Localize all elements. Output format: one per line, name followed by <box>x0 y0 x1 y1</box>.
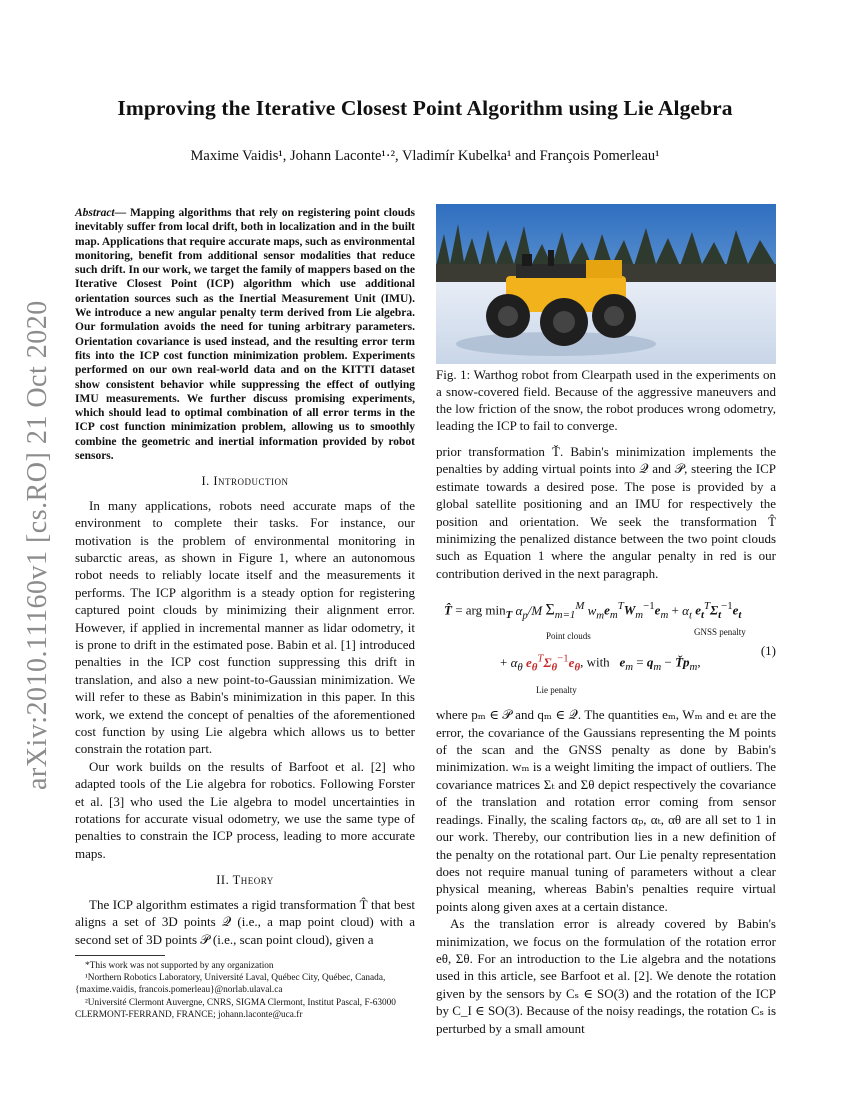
section-heading-theory: II. Theory <box>216 873 274 888</box>
footnotes <box>75 955 415 1021</box>
footnote-affiliation-2: ²Université Clermont Auvergne, CNRS, SIGMA Clermont, Institut Pascal, F-63000 CLERMONT-FERRAND, FRANCE; johann.laconte@uca.fr <box>75 997 396 1020</box>
abstract-text: — Mapping algorithms that rely on registering point clouds inevitably suffer from local drift, both in localization and in the built map. Applications that require accurate maps, such as environmental monitoring, benefit from additional sensor modalities that reduce such drift. In our work, we target the family of mappers based on the Iterative Closest Point (ICP) algorithm which use additional orientation sources such as the Inertial Measurement Unit (IMU). We introduce a new angular penalty term derived from Lie algebra. Our formulation avoids the need for tuning arbitrary parameters. Orientation covariance is used instead, and the resulting error term fits into the ICP cost function minimization problem. Experiments performed on our own real-world data and on the KITTI dataset show consistent behavior while suppressing the effect of outlying IMU measurements. We further discuss promising experiments, which should lead to optimal combination of all error terms in the ICP cost function minimization problem, allowing us to smoothly combine the geometric and inertial information provided by robot sensors. <box>75 207 415 463</box>
author-list: Maxime Vaidis¹, Johann Laconte¹·², Vladimír Kubelka¹ and François Pomerleau¹ <box>190 148 660 164</box>
theory-paragraph-1: The ICP algorithm estimates a rigid transformation T̂ that best aligns a set of 3D points 𝒬 (i.e., a map point cloud) with a second set of 3D points 𝒫 (i.e., scan point cloud), given a <box>75 896 415 947</box>
robot-photo <box>436 204 776 364</box>
right-paragraph-2: where pₘ ∈ 𝒫 and qₘ ∈ 𝒬. The quantities eₘ, Wₘ and eₜ are the error, the covariance of the Gaussians representing the M points of the scan and the GNSS penalty as done by Babin's minimization. wₘ is a weight limiting the impact of outliers. The covariance matrices Σₜ and Σθ depict respectively the covariance of the translation and rotation error coming from sensor readings. Finally, the scaling factors αₚ, αₜ, αθ are all set to 1 in our work. Thereby, our contribution lies in a new definition of the penalty on the rotational part. Our Lie penalty representation does not require manual tuning of parameters without a clear physical meaning, whereas Babin's penalties require virtual points along given axes at a certain distance. <box>436 707 776 914</box>
footnote-rule <box>75 955 165 956</box>
left-column <box>75 206 415 948</box>
warthog-robot-image <box>436 204 776 364</box>
label-lie-penalty: Lie penalty <box>536 685 577 696</box>
footnote-affiliation-1: ¹Northern Robotics Laboratory, Université Laval, Québec City, Québec, Canada, {maxime.vaidis, francois.pomerleau}@norlab.ulaval.ca <box>75 973 386 996</box>
abstract-lead: Abstract <box>75 207 115 219</box>
right-column <box>436 366 776 1037</box>
equation-line-2: + $\alpha_\theta$ $e_\theta^T\Sigma_\theta^{-1}e_\theta$, with $e_m = q_m$ − $Ťp_m$, <box>500 652 701 674</box>
intro-paragraph-2: Our work builds on the results of Barfoot et al. [2] who adapted tools of the Lie algebra for robotics. Following Forster et al. [3] who used the Lie algebra to model uncertainties in rotations for accurate visual odometry, we use the same type of penalties to constrain the ICP process, leading to more accurate maps. <box>75 758 415 861</box>
equation-line-1: T̂ = arg $\min_T \alpha_p/M$ $\Sigma_{m=1}^M$ $w_me_m^TW_m^{-1}e_m + \alpha_t$ $e_t^T\Sigma_t^{-1}e_t$ <box>444 600 742 622</box>
right-paragraph-3: As the translation error is already covered by Babin's minimization, we focus on the formulation of the rotation error eθ, Σθ. For an introduction to the Lie algebra and the notations used in this article, see Barfoot et al. [2]. We denote the rotation given by the sensors by Cₛ ∈ SO(3) and the rotation of the ICP by C_I ∈ SO(3). Because of the noisy readings, the rotation Cₛ is perturbed by a small amount <box>436 916 776 1036</box>
equation-number: (1) <box>760 643 776 659</box>
section-heading-introduction: I. Introduction <box>201 474 289 489</box>
label-point-clouds: Point clouds <box>546 631 591 642</box>
paper-title: Improving the Iterative Closest Point Algorithm using Lie Algebra <box>117 96 733 120</box>
abstract <box>75 206 415 463</box>
figure-caption: Fig. 1: Warthog robot from Clearpath used in the experiments on a snow-covered field. Because of the aggressive maneuvers and the low friction of the snow, the robot produces wrong odometry, leading the ICP to fail to converge. <box>436 367 776 433</box>
intro-paragraph-1: In many applications, robots need accurate maps of the environment to complete their tasks. For instance, our motivation is the problem of environmental monitoring in subarctic areas, as shown in Figure 1, where an autonomous robot needs to reliably locate itself and the measurements it performs. The ICP algorithm is a steady option for registering captured point clouds by minimizing their alignment error. However, if applied in incremental manner as lidar odometry, it is prone to drift in the estimated pose. Babin et al. [1] introduced penalties in the ICP cost function suppressing this drift in translation, and also a new point-to-Gaussian minimization. We will refer to these as Babin's minimization in this paper. In this work, we extend the concept of penalties of the aforementioned cost function by using Lie algebra which allows us to better constrain the rotation part. <box>75 497 415 757</box>
equation-1 <box>436 588 776 700</box>
label-gnss-penalty: GNSS penalty <box>694 627 746 638</box>
footnote-funding: *This work was not supported by any organization <box>85 961 274 971</box>
arxiv-watermark: arXiv:2010.11160v1 [cs.RO] 21 Oct 2020 <box>22 300 53 790</box>
right-paragraph-1: prior transformation Ť. Babin's minimization implements the penalties by adding virtual points into 𝒬 and 𝒫, steering the ICP estimate towards a desired pose. The pose is provided by a global satellite positioning and an IMU for respectively the position and orientation. We seek the transformation T̂ minimizing the penalized distance between the two point clouds such as Equation 1 where the angular penalty in red is our contribution derived in the next paragraph. <box>436 444 776 581</box>
